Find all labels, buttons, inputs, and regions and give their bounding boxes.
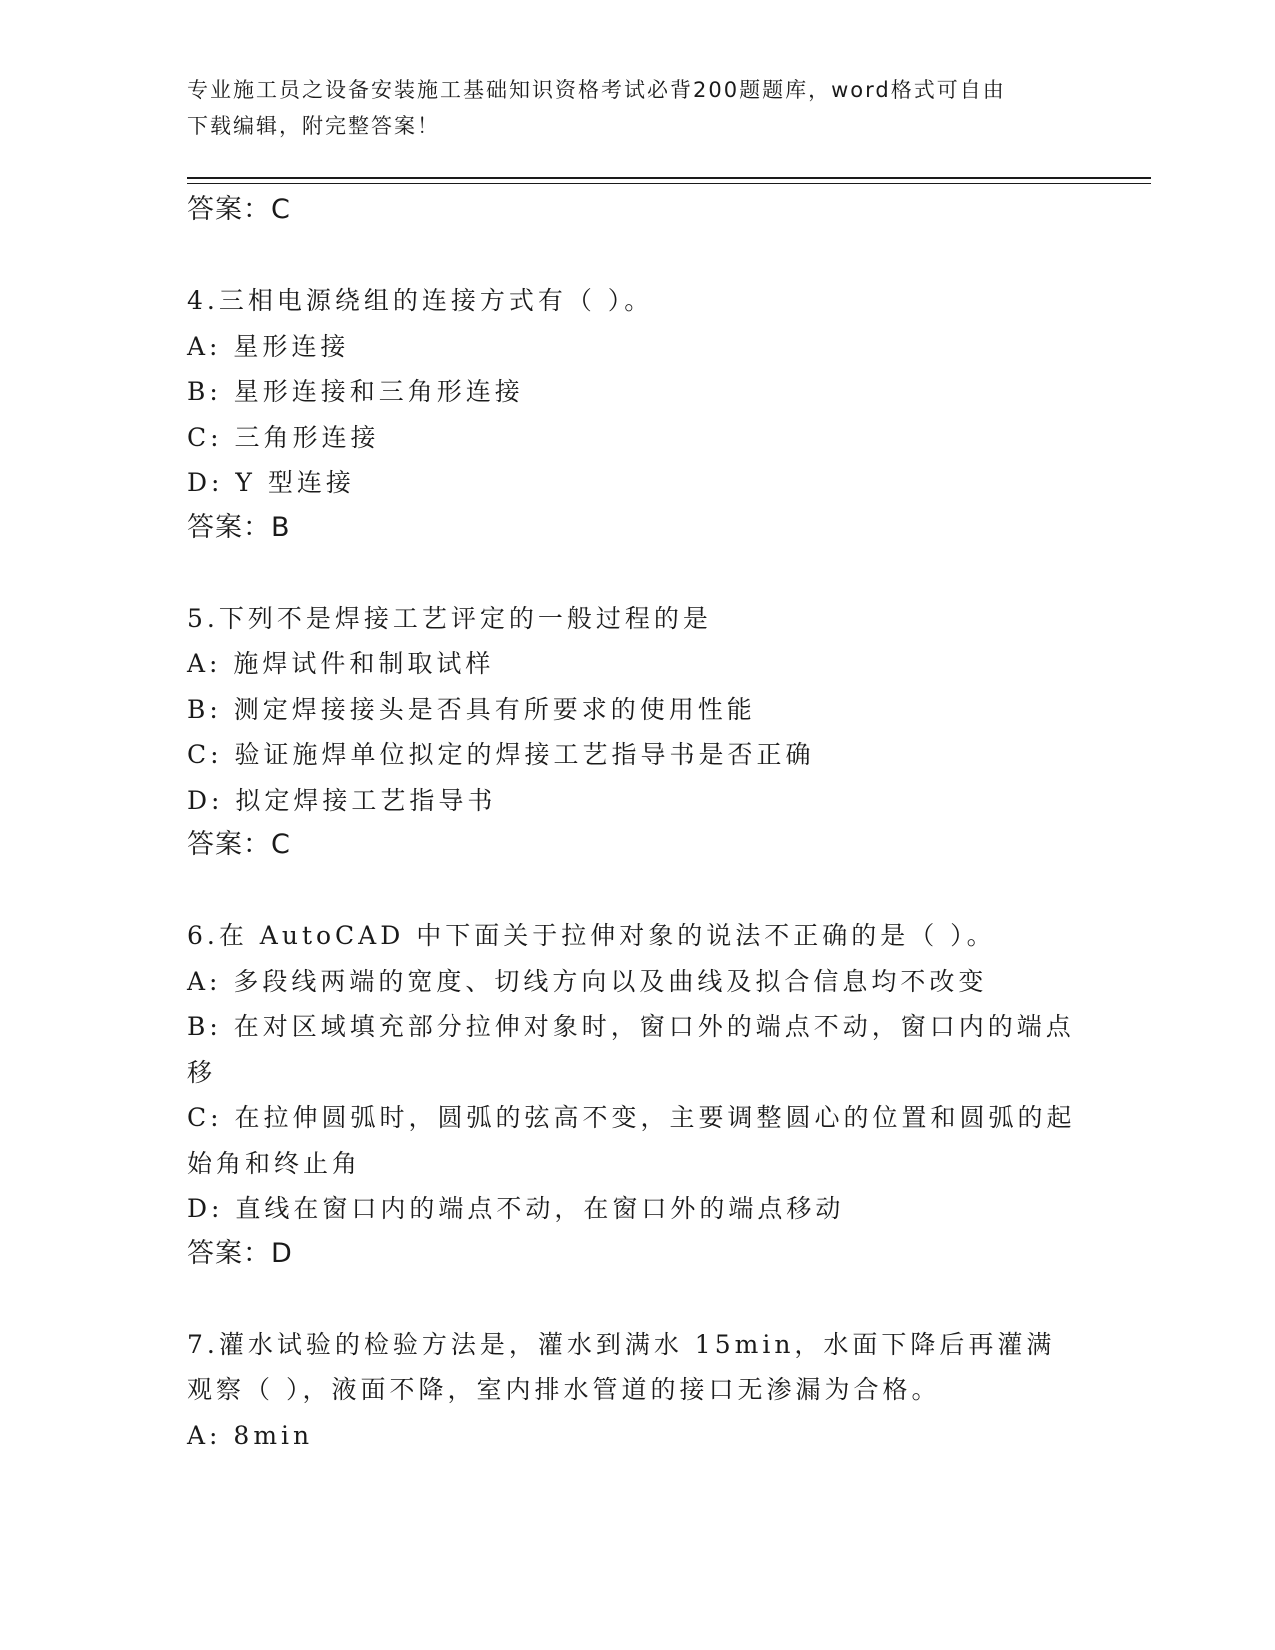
option-b: B: 测定焊接接头是否具有所要求的使用性能 — [187, 694, 756, 724]
option-a: A: 8min — [187, 1420, 314, 1450]
question-7 — [187, 1322, 1087, 1459]
option-d: D: Y 型连接 — [187, 468, 355, 497]
question-stem: 7.灌水试验的检验方法是，灌水到满水 15min，水面下降后再灌满观察（ ），液面不降，室内排水管道的接口无渗漏为合格。 — [187, 1329, 1056, 1404]
question-stem: 6.在 AutoCAD 中下面关于拉伸对象的说法不正确的是（ ）。 — [187, 921, 996, 950]
page-header — [187, 72, 1067, 144]
option-a: A: 施焊试件和制取试样 — [187, 649, 495, 678]
option-c: C: 在拉伸圆弧时，圆弧的弦高不变，主要调整圆心的位置和圆弧的起始角和终止角 — [187, 1103, 1076, 1178]
answer-q4: 答案：B — [187, 511, 291, 543]
option-a: A: 多段线两端的宽度、切线方向以及曲线及拟合信息均不改变 — [187, 966, 988, 996]
header-line-2: 下载编辑，附完整答案！ — [187, 114, 440, 138]
option-b: B: 在对区域填充部分拉伸对象时，窗口外的端点不动，窗口内的端点移 — [187, 1012, 1075, 1087]
option-c: C: 三角形连接 — [187, 422, 380, 452]
question-stem: 4.三相电源绕组的连接方式有（ ）。 — [187, 286, 654, 315]
header-divider-thick — [187, 177, 1151, 179]
answer-q6: 答案：D — [187, 1237, 293, 1269]
question-stem: 5.下列不是焊接工艺评定的一般过程的是 — [187, 603, 712, 633]
option-d: D: 拟定焊接工艺指导书 — [187, 785, 497, 815]
question-6 — [187, 913, 1087, 1276]
answer-q5: 答案：C — [187, 829, 291, 860]
question-4 — [187, 278, 1087, 550]
option-a: A: 星形连接 — [187, 331, 350, 361]
document-body — [187, 188, 1087, 1458]
option-b: B: 星形连接和三角形连接 — [187, 377, 524, 406]
option-d: D: 直线在窗口内的端点不动，在窗口外的端点移动 — [187, 1194, 845, 1223]
header-divider-thin — [187, 183, 1151, 184]
question-5 — [187, 596, 1087, 868]
answer-q3: 答案：C — [187, 194, 291, 225]
header-line-1: 专业施工员之设备安装施工基础知识资格考试必背200题题库，word格式可自由 — [187, 78, 1006, 102]
option-c: C: 验证施焊单位拟定的焊接工艺指导书是否正确 — [187, 740, 815, 769]
